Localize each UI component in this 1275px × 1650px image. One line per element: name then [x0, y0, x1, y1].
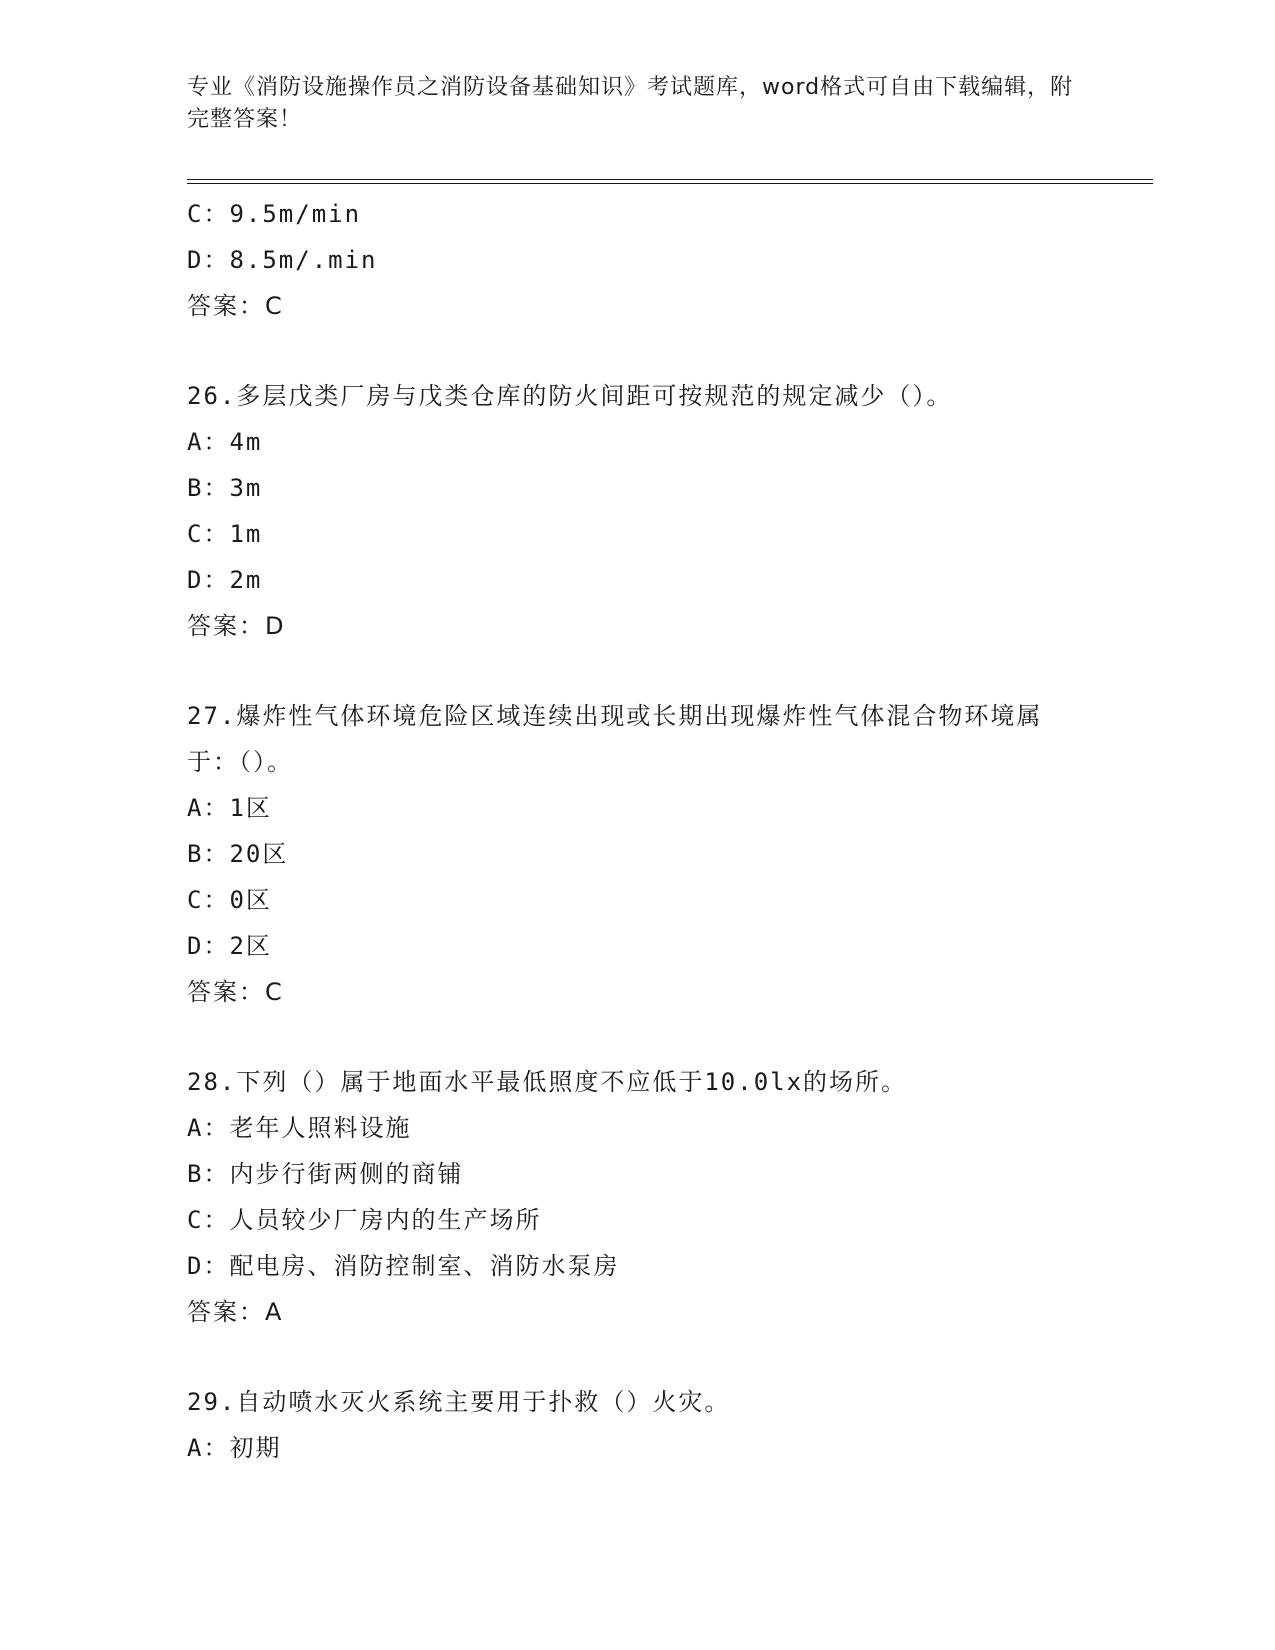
answer-line: 答案：C: [187, 292, 284, 320]
question-stem: 28.下列（）属于地面水平最低照度不应低于10.0lx的场所。: [187, 1068, 908, 1096]
question-block-25-partial: [187, 191, 1087, 329]
document-header: 专业《消防设施操作员之消防设备基础知识》考试题库，word格式可自由下载编辑，附完整答案！: [187, 75, 1074, 132]
question-block-29: [187, 1379, 1087, 1471]
option-a: A：1区: [187, 794, 272, 822]
option-b: B：内步行街两侧的商铺: [187, 1160, 464, 1188]
option-d: D：2区: [187, 932, 272, 960]
option-c: C：0区: [187, 886, 272, 914]
answer-line: 答案：A: [187, 1298, 284, 1326]
option-b: B：20区: [187, 840, 289, 868]
question-block-28: [187, 1059, 1087, 1335]
option-a: A：4m: [187, 428, 263, 456]
option-d: D：2m: [187, 566, 263, 594]
question-block-27: [187, 693, 1087, 1015]
question-stem: 29.自动喷水灭火系统主要用于扑救（）火灾。: [187, 1388, 731, 1416]
answer-line: 答案：C: [187, 978, 284, 1006]
option-d: D：配电房、消防控制室、消防水泵房: [187, 1252, 620, 1280]
option-a: A：初期: [187, 1434, 282, 1462]
option-c: C：人员较少厂房内的生产场所: [187, 1206, 542, 1234]
question-block-26: [187, 373, 1087, 649]
answer-line: 答案：D: [187, 612, 286, 640]
question-stem: 27.爆炸性气体环境危险区域连续出现或长期出现爆炸性气体混合物环境属于：（）。: [187, 702, 1043, 776]
option-c: C：1m: [187, 520, 263, 548]
header-divider-bottom: [187, 183, 1153, 184]
option-b: B：3m: [187, 474, 263, 502]
option-c: C：9.5m/min: [187, 200, 362, 228]
option-d: D：8.5m/.min: [187, 246, 378, 274]
question-stem: 26.多层戊类厂房与戊类仓库的防火间距可按规范的规定减少（）。: [187, 382, 953, 410]
option-a: A：老年人照料设施: [187, 1114, 412, 1142]
question-list: [187, 191, 1087, 1471]
header-divider-top: [187, 179, 1153, 180]
